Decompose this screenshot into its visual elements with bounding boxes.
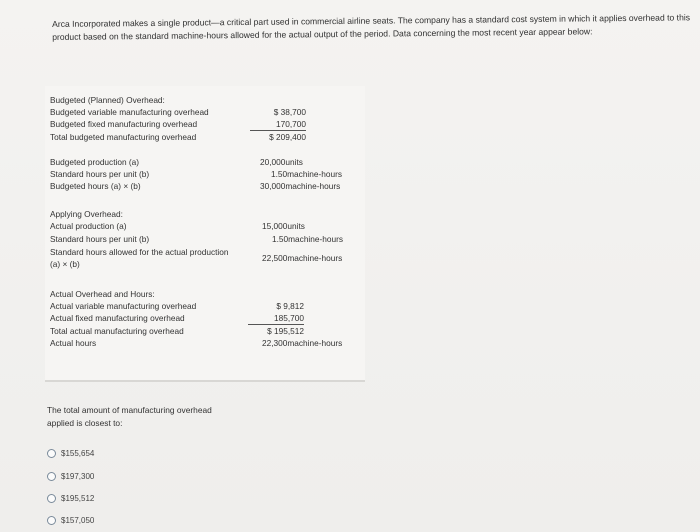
- standard-hours-label: Standard hours per unit (b): [50, 169, 150, 179]
- actual-total-label: Total actual manufacturing overhead: [50, 326, 184, 336]
- budgeted-total-value: $ 209,400: [269, 132, 306, 142]
- question-line-1: The total amount of manufacturing overhead: [47, 405, 212, 415]
- hours-allowed-formula: (a) × (b): [50, 259, 80, 269]
- intro-line-2: product based on the standard machine-hours allowed for the actual output of the period. Data concerning the most recent year appear below:: [52, 26, 593, 42]
- budgeted-variable-value: $ 38,700: [273, 107, 306, 117]
- actual-variable-value: $ 9,812: [276, 301, 304, 311]
- applying-heading: Applying Overhead:: [50, 209, 123, 219]
- applying-standard-hours-value: 1.50machine-hours: [272, 234, 344, 244]
- answer-option-label: $197,300: [61, 472, 95, 481]
- actual-fixed-value: 185,700: [248, 313, 304, 325]
- question-line-2: applied is closest to:: [47, 418, 123, 428]
- actual-hours-label: Actual hours: [50, 338, 97, 348]
- actual-production-label: Actual production (a): [50, 221, 127, 231]
- answer-option-label: $155,654: [61, 449, 95, 458]
- budgeted-production-value: 20,000units: [260, 157, 303, 167]
- actual-production-value: 15,000units: [262, 221, 305, 231]
- intro-line-1: Arca Incorporated makes a single product—a critical part used in commercial airline seats. The company has a standard cost system in which it applies overhead to this: [52, 12, 691, 29]
- actual-hours-value: 22,300machine-hours: [262, 338, 343, 348]
- answer-option-label: $157,050: [61, 516, 95, 525]
- answer-option-1[interactable]: [47, 449, 94, 458]
- data-table: [45, 86, 365, 382]
- actual-variable-label: Actual variable manufacturing overhead: [50, 301, 197, 311]
- answer-option-3[interactable]: [47, 494, 94, 503]
- standard-hours-value: 1.50machine-hours: [271, 169, 343, 179]
- budgeted-total-label: Total budgeted manufacturing overhead: [50, 132, 197, 142]
- hours-allowed-label: Standard hours allowed for the actual production: [50, 247, 229, 257]
- budgeted-hours-label: Budgeted hours (a) × (b): [50, 181, 141, 191]
- radio-button[interactable]: [47, 494, 56, 503]
- question-prompt: [47, 404, 247, 430]
- radio-button[interactable]: [47, 516, 56, 525]
- answer-option-4[interactable]: [47, 516, 94, 525]
- budgeted-variable-label: Budgeted variable manufacturing overhead: [50, 107, 209, 117]
- budgeted-production-label: Budgeted production (a): [50, 157, 140, 167]
- radio-button[interactable]: [47, 449, 56, 458]
- budgeted-fixed-value: 170,700: [250, 119, 306, 131]
- hours-allowed-value: 22,500machine-hours: [262, 253, 343, 263]
- actual-total-value: $ 195,512: [267, 326, 304, 336]
- answer-option-label: $195,512: [61, 494, 95, 503]
- budgeted-hours-value: 30,000machine-hours: [260, 181, 341, 191]
- actual-fixed-label: Actual fixed manufacturing overhead: [50, 313, 185, 323]
- applying-standard-hours-label: Standard hours per unit (b): [50, 234, 150, 244]
- budgeted-heading: Budgeted (Planned) Overhead:: [50, 95, 165, 105]
- radio-button[interactable]: [47, 472, 56, 481]
- budgeted-fixed-label: Budgeted fixed manufacturing overhead: [50, 119, 198, 129]
- actual-heading: Actual Overhead and Hours:: [50, 289, 155, 299]
- problem-intro: [52, 11, 700, 44]
- answer-option-2[interactable]: [47, 472, 94, 481]
